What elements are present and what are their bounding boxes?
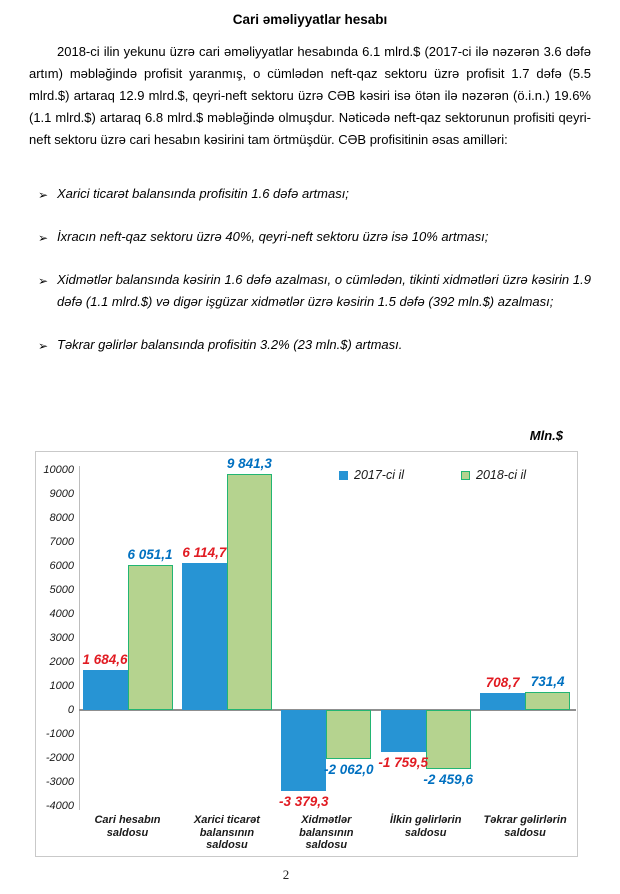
bullet-text: Xidmətlər balansında kəsirin 1.6 dəfə azalması, o cümlədən, tikinti xidmətləri üzrə kəsirin 1.9 dəfə (1.1 mlrd.$) və digər işgüzar xidmətlər üzrə kəsirin 1.5 dəfə (392 mln.$) azalması;	[57, 272, 591, 309]
page-number: 2	[282, 867, 290, 882]
bar-chart	[35, 451, 578, 857]
bar-2018-ci-il-0	[128, 565, 173, 710]
bullet-text: İxracın neft-qaz sektoru üzrə 40%, qeyri-neft sektoru üzrə isə 10% artması;	[57, 229, 489, 244]
legend-label-2018: 2018-ci il	[476, 468, 527, 482]
y-axis-line	[79, 466, 80, 810]
bar-value-label: -2 062,0	[324, 762, 374, 778]
bullet-text: Təkrar gəlirlər balansında profisitin 3.2% (23 mln.$) artması.	[57, 337, 403, 352]
bar-value-label: -1 759,5	[378, 755, 428, 771]
page-title: Cari əməliyyatlar hesabı	[232, 12, 388, 27]
category-label: Təkrar gəlirlərin saldosu	[483, 814, 567, 839]
bar-value-label: 6 051,1	[127, 546, 173, 562]
legend-swatch-2018	[461, 471, 470, 480]
bar-2017-ci-il-1	[182, 563, 227, 710]
y-axis-tick-label: 7000	[49, 536, 74, 548]
bar-value-label: -3 379,3	[279, 794, 329, 810]
legend-label-2017: 2017-ci il	[354, 468, 405, 482]
category-label: İlkin gəlirlərin saldosu	[389, 814, 462, 839]
bar-2017-ci-il-2	[281, 710, 326, 791]
body-paragraph: 2018-ci ilin yekunu üzrə cari əməliyyatlar hesabında 6.1 mlrd.$ (2017-ci ilə nəzərən 3.6 dəfə artım) məbləğində profisit yaranmış, o cümlədən neft-qaz sektoru üzrə profisit 1.7 dəfə (5.5 mlrd.$) artaraq 12.9 mlrd.$, qeyri-neft sektoru üzrə CƏB kəsiri isə ötən ilə nəzərən (ö.i.n.) 19.6% (1.1 mlrd.$) artaraq 6.8 mlrd.$ məbləğində olmuşdur. Nəticədə neft-qaz sektorunun profisiti qeyri-neft sektoru üzrə cari hesabın kəsirini tam örtmüşdür. CƏB profisitinin əsas amilləri:	[29, 44, 591, 147]
category-label: Cari hesabın saldosu	[94, 814, 161, 839]
arrow-bullet-icon: ➢	[38, 231, 49, 245]
y-axis-tick-label: 8000	[49, 512, 74, 524]
bullet-item	[29, 226, 591, 248]
chart-unit-label: Mln.$	[529, 428, 563, 443]
legend-item-2017	[339, 468, 404, 482]
bar-2017-ci-il-4	[480, 693, 525, 710]
bullet-list	[29, 183, 591, 356]
y-axis-tick-label: 4000	[49, 608, 74, 620]
bar-value-label: 9 841,3	[226, 455, 272, 471]
y-axis-tick-label: 2000	[49, 656, 74, 668]
arrow-bullet-icon: ➢	[38, 188, 49, 202]
bar-2018-ci-il-2	[326, 710, 371, 759]
bar-2017-ci-il-0	[83, 670, 128, 710]
bullet-item	[29, 269, 591, 313]
bar-2018-ci-il-3	[426, 710, 471, 769]
arrow-bullet-icon: ➢	[38, 339, 49, 353]
bar-value-label: 708,7	[485, 674, 520, 690]
bar-2018-ci-il-4	[525, 692, 570, 710]
bullet-item	[29, 183, 591, 205]
chart-plot-area	[36, 452, 577, 856]
y-axis-tick-label: 3000	[49, 632, 74, 644]
y-axis-tick-label: 1000	[49, 680, 74, 692]
bar-value-label: -2 459,6	[423, 772, 473, 788]
y-axis-tick-label: -3000	[45, 776, 74, 788]
y-axis-tick-label: -1000	[45, 728, 74, 740]
bar-value-label: 1 684,6	[82, 651, 128, 667]
category-label: Xidmətlər balansının saldosu	[299, 814, 354, 851]
arrow-bullet-icon: ➢	[38, 274, 49, 288]
y-axis-tick-label: 9000	[49, 488, 74, 500]
category-label: Xarici ticarət balansının saldosu	[193, 814, 260, 851]
y-axis-tick-label: 10000	[43, 464, 74, 476]
y-axis-tick-label: 6000	[49, 560, 74, 572]
y-axis-tick-label: 0	[67, 704, 74, 716]
y-axis-tick-label: 5000	[49, 584, 74, 596]
legend-swatch-2017	[339, 471, 348, 480]
bar-2017-ci-il-3	[381, 710, 426, 752]
bullet-text: Xarici ticarət balansında profisitin 1.6 dəfə artması;	[57, 186, 349, 201]
y-axis-tick-label: -2000	[45, 752, 74, 764]
bar-value-label: 6 114,7	[182, 545, 227, 561]
y-axis-tick-label: -4000	[45, 800, 74, 812]
bar-2018-ci-il-1	[227, 474, 272, 710]
bar-value-label: 731,4	[530, 674, 565, 690]
legend-item-2018	[461, 468, 526, 482]
bullet-item	[29, 334, 591, 356]
